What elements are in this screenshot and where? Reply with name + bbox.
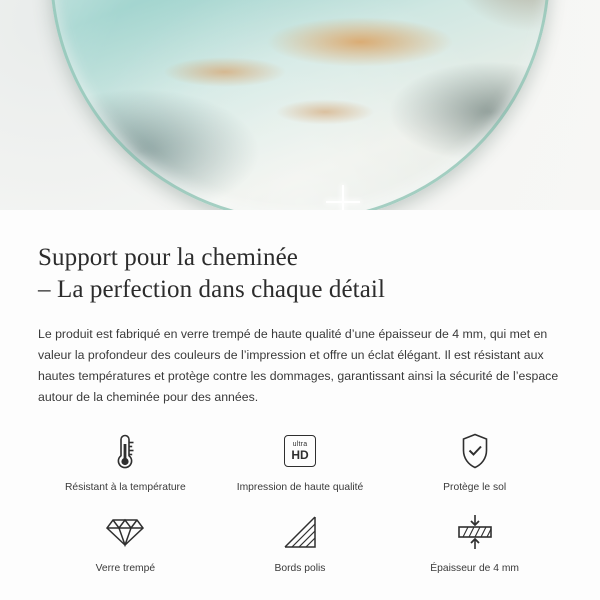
page-title <box>38 242 562 306</box>
headline-line-1: Support pour la cheminée <box>38 244 298 271</box>
marble-ink-artwork <box>50 0 550 210</box>
feature-item <box>213 511 388 576</box>
diamond-icon <box>105 511 145 553</box>
feature-item <box>213 430 388 495</box>
feature-label: Impression de haute qualité <box>236 482 364 493</box>
hero-image <box>0 0 600 210</box>
content-area <box>0 210 600 576</box>
feature-label: Résistant à la température <box>64 482 186 493</box>
feature-grid <box>38 430 562 576</box>
shield-check-icon <box>458 430 492 472</box>
feature-label: Verre trempé <box>95 563 156 574</box>
feature-label: Épaisseur de 4 mm <box>430 563 520 574</box>
badge-top-text: ultra <box>292 441 308 448</box>
product-description: Le produit est fabriqué en verre trempé de haute qualité d’une épaisseur de 4 mm, qui met en valeur la profondeur des couleurs de l’impression et offre un éclat élégant. Il est résistant aux hautes températures et protège contre les dommages, garantissant ainsi la sécurité de l’espace autour de la cheminée pour des années. <box>38 327 559 404</box>
polished-edges-icon <box>283 511 317 553</box>
glass-panel-product <box>50 0 550 210</box>
thermometer-icon <box>112 430 138 472</box>
feature-item <box>38 430 213 495</box>
headline-line-2: – La perfection dans chaque détail <box>38 276 385 303</box>
thickness-arrows-icon <box>454 511 496 553</box>
feature-label: Protège le sol <box>443 482 507 493</box>
ultra-hd-badge-icon <box>284 430 316 472</box>
feature-label: Bords polis <box>274 563 326 574</box>
feature-item <box>387 430 562 495</box>
feature-item <box>38 511 213 576</box>
feature-item <box>387 511 562 576</box>
badge-bottom-text: HD <box>291 448 309 462</box>
